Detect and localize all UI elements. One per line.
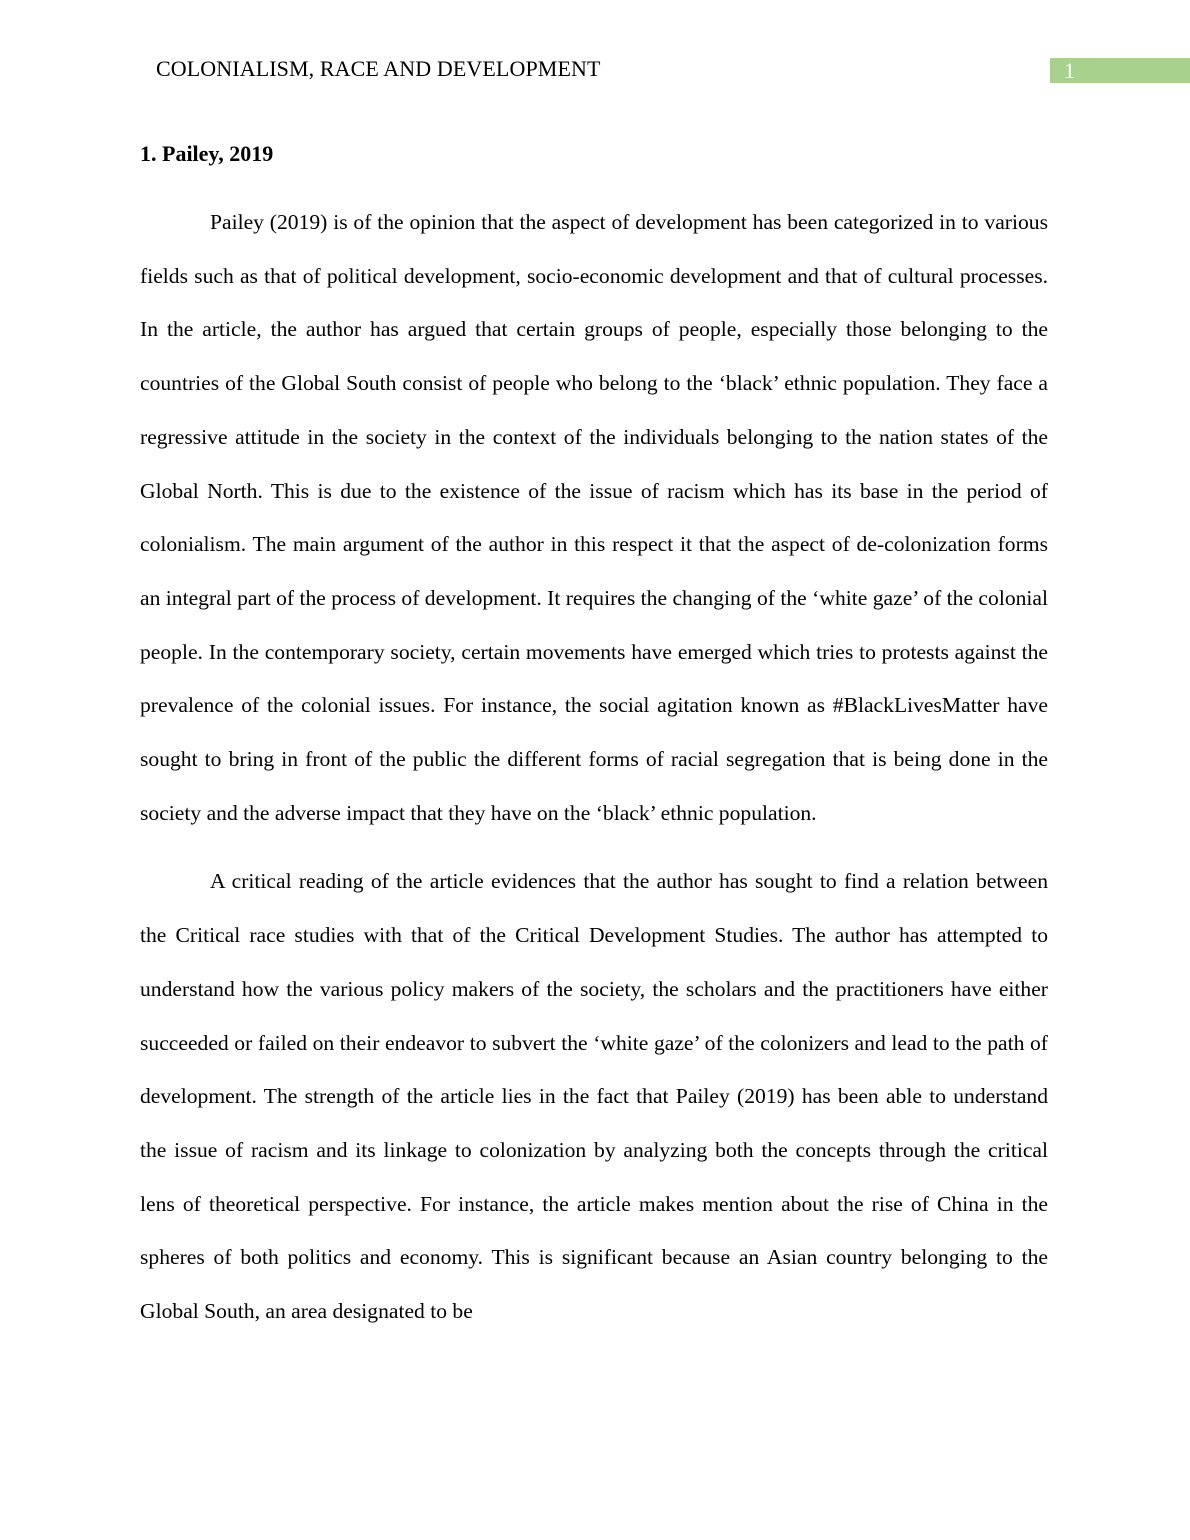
paragraph: Pailey (2019) is of the opinion that the aspect of development has been categorized in to various fields such as that of political development, socio-economic development and that of cultural processes. In the article, the author has argued that certain groups of people, especially those belonging to the countries of the Global South consist of people who belong to the ‘black’ ethnic population. They face a regressive attitude in the society in the context of the individuals belonging to the nation states of the Global North. This is due to the existence of the issue of racism which has its base in the period of colonialism. The main argument of the author in this respect it that the aspect of de-colonization forms an integral part of the process of development. It requires the changing of the ‘white gaze’ of the colonial people. In the contemporary society, certain movements have emerged which tries to protests against the prevalence of the colonial issues. For instance, the social agitation known as #BlackLivesMatter have sought to bring in front of the public the different forms of racial segregation that is being done in the society and the adverse impact that they have on the ‘black’ ethnic population. — [140, 210, 1048, 825]
paragraph: A critical reading of the article evidences that the author has sought to find a relation between the Critical race studies with that of the Critical Development Studies. The author has attempted to understand how the various policy makers of the society, the scholars and the practitioners have either succeeded or failed on their endeavor to subvert the ‘white gaze’ of the colonizers and lead to the path of development. The strength of the article lies in the fact that Pailey (2019) has been able to understand the issue of racism and its linkage to colonization by analyzing both the concepts through the critical lens of theoretical perspective. For instance, the article makes mention about the rise of China in the spheres of both politics and economy. This is significant because an Asian country belonging to the Global South, an area designated to be — [140, 869, 1048, 1324]
body-text — [140, 196, 1048, 1354]
running-head: COLONIALISM, RACE AND DEVELOPMENT — [156, 56, 601, 81]
page-number: 1 — [1050, 58, 1190, 83]
section-heading: 1. Pailey, 2019 — [140, 141, 274, 166]
